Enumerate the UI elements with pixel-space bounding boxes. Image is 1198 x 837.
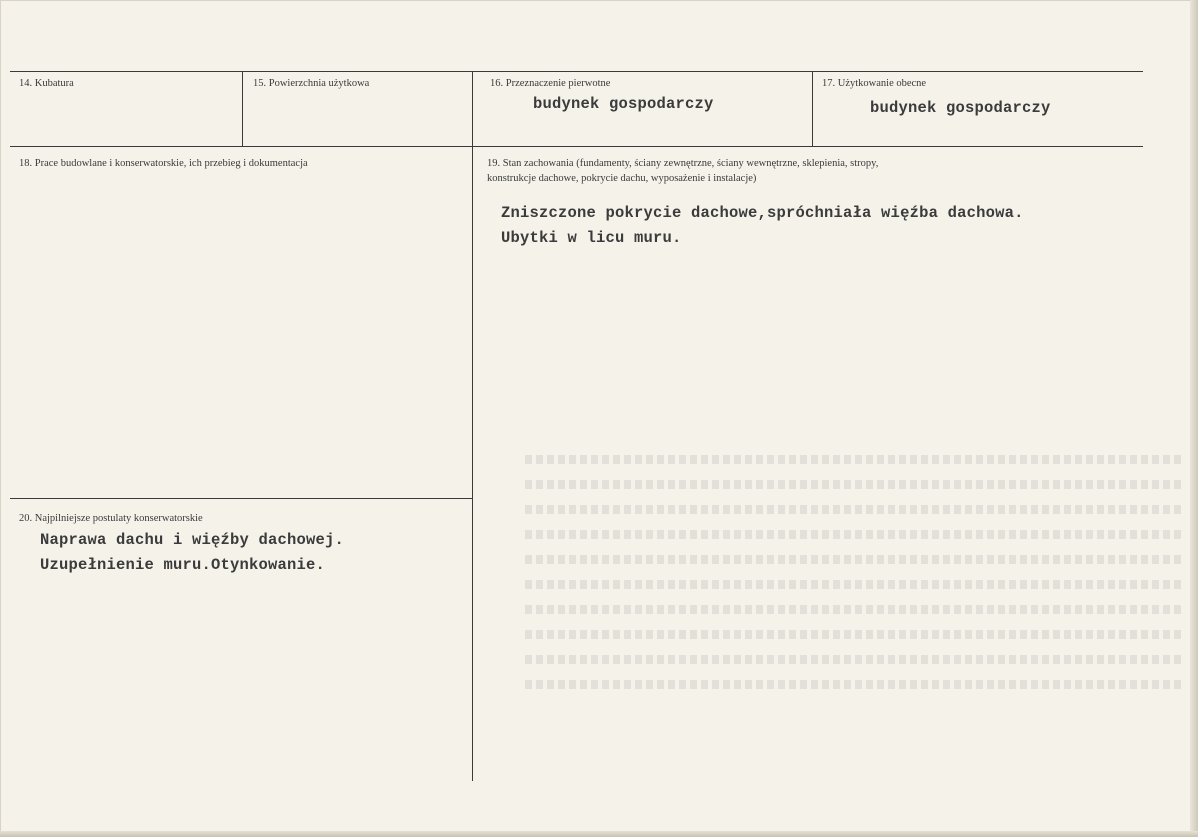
- col-divider-main: [472, 71, 473, 781]
- col-divider-16-17: [812, 71, 813, 146]
- field-16-value: budynek gospodarczy: [533, 95, 714, 113]
- field-19-text-line1: Zniszczone pokrycie dachowe,spróchniała więźba dachowa.: [501, 204, 1024, 222]
- col-divider-14-15: [242, 71, 243, 146]
- row-divider: [10, 146, 1143, 147]
- field-19-label-line1: 19. Stan zachowania (fundamenty, ściany zewnętrzne, ściany wewnętrzne, sklepienia, stropy,: [487, 158, 879, 169]
- section-20-divider: [10, 498, 472, 499]
- field-20-text-line1: Naprawa dachu i więźby dachowej.: [40, 531, 345, 549]
- bleed-through-texture: [525, 455, 1185, 740]
- paper-edge-bottom: [0, 831, 1198, 837]
- field-15-label: 15. Powierzchnia użytkowa: [253, 78, 370, 89]
- field-14-label: 14. Kubatura: [19, 78, 74, 89]
- field-16-label: 16. Przeznaczenie pierwotne: [490, 78, 611, 89]
- top-rule: [10, 71, 1143, 72]
- field-19-label-line2: konstrukcje dachowe, pokrycie dachu, wyposażenie i instalacje): [487, 173, 757, 184]
- field-20-text-line2: Uzupełnienie muru.Otynkowanie.: [40, 556, 326, 574]
- field-17-value: budynek gospodarczy: [870, 99, 1051, 117]
- paper-edge-right: [1190, 0, 1198, 837]
- field-20-label: 20. Najpilniejsze postulaty konserwatorskie: [19, 513, 203, 524]
- field-17-label: 17. Użytkowanie obecne: [822, 78, 927, 89]
- field-19-text-line2: Ubytki w licu muru.: [501, 229, 682, 247]
- field-18-label: 18. Prace budowlane i konserwatorskie, ich przebieg i dokumentacja: [19, 158, 308, 169]
